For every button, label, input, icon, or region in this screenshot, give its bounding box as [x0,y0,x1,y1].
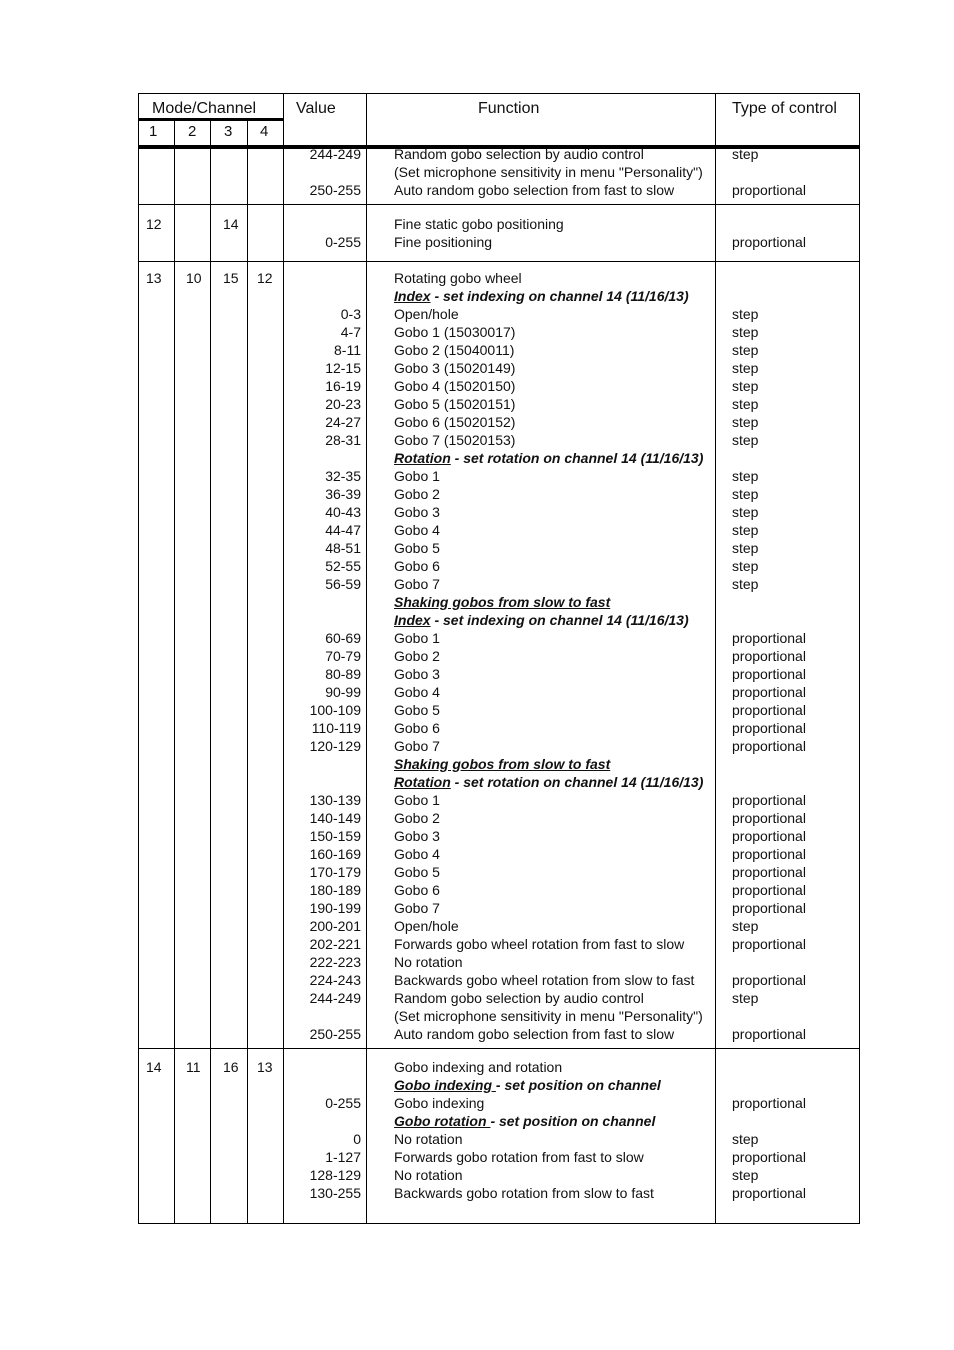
function-cell: Gobo 7 [394,900,440,916]
function-subheading [394,773,703,791]
type-cell: proportional [732,720,806,736]
type-cell: proportional [732,630,806,646]
value-cell: 250-255 [309,182,361,198]
value-cell: 130-139 [309,792,361,808]
value-cell: 110-119 [311,720,361,736]
value-cell: 128-129 [309,1167,361,1183]
value-cell: 170-179 [309,864,361,880]
function-cell: Gobo 2 (15040011) [394,342,515,358]
function-cell: Gobo 1 [394,792,440,808]
function-cell: Auto random gobo selection from fast to slow [394,1026,675,1042]
value-cell: 80-89 [325,666,361,682]
channel-cell: 13 [257,1059,273,1075]
type-cell: step [732,1131,759,1147]
value-cell: 48-51 [325,540,361,556]
row-divider [138,204,860,205]
function-cell: Gobo 5 [394,864,440,880]
type-cell: proportional [732,738,806,754]
function-cell: Gobo 5 (15020151) [394,396,516,412]
function-cell: Gobo 1 (15030017) [394,324,516,340]
function-cell: Gobo 4 [394,684,440,700]
function-cell: Forwards gobo rotation from fast to slow [394,1149,644,1165]
value-cell: 0 [353,1131,361,1147]
value-cell: 56-59 [325,576,361,592]
row-divider [138,1048,860,1049]
value-cell: 44-47 [325,522,361,538]
type-cell: step [732,378,759,394]
type-cell: proportional [732,234,806,250]
subheading-label: Gobo rotation [394,1113,491,1129]
function-cell: Gobo 3 (15020149) [394,360,516,376]
function-cell: Gobo 1 [394,630,440,646]
value-cell: 32-35 [325,468,361,484]
subheading-label: Shaking gobos from slow to fast [394,756,611,772]
type-cell: proportional [732,792,806,808]
type-cell: step [732,558,759,574]
value-cell: 0-255 [325,1095,361,1111]
function-subheading [394,1112,655,1130]
value-cell: 130-255 [309,1185,361,1201]
channel-cell: 14 [223,216,239,232]
function-cell: No rotation [394,1167,463,1183]
function-cell: Gobo 7 [394,738,440,754]
type-cell: step [732,360,759,376]
type-cell: proportional [732,666,806,682]
table-border-right [859,93,860,1224]
type-cell: proportional [732,1185,806,1201]
channel-cell: 16 [223,1059,239,1075]
col-divider [247,121,248,1224]
channel-cell: 13 [146,270,162,286]
value-cell: 224-243 [309,972,361,988]
type-cell: proportional [732,684,806,700]
type-cell: step [732,306,759,322]
subheading-label: Shaking gobos from slow to fast [394,594,611,610]
type-cell: proportional [732,648,806,664]
type-cell: step [732,324,759,340]
function-cell: Gobo 2 [394,486,440,502]
type-cell: step [732,1167,759,1183]
function-subheading [394,593,610,611]
type-cell: proportional [732,1026,806,1042]
function-cell: Open/hole [394,306,459,322]
type-cell: step [732,468,759,484]
col-divider [366,93,367,1224]
function-cell: Gobo 4 [394,846,440,862]
function-cell: Open/hole [394,918,459,934]
function-cell: No rotation [394,1131,463,1147]
function-cell: Gobo 6 (15020152) [394,414,516,430]
type-cell: step [732,576,759,592]
type-cell: step [732,990,759,1006]
function-cell: Fine positioning [394,234,493,250]
function-cell: Random gobo selection by audio control [394,990,644,1006]
type-cell: proportional [732,810,806,826]
function-cell: No rotation [394,954,463,970]
channel-cell: 12 [257,270,273,286]
value-cell: 120-129 [309,738,361,754]
header-mode-2: 2 [188,123,197,140]
value-cell: 180-189 [309,882,361,898]
header-mode-4: 4 [260,123,269,140]
channel-cell: 14 [146,1059,162,1075]
function-cell: Auto random gobo selection from fast to slow [394,182,675,198]
value-cell: 150-159 [309,828,361,844]
value-cell: 0-255 [325,234,361,250]
function-subheading [394,755,610,773]
header-type-of-control: Type of control [732,100,837,117]
col-divider [210,121,211,1224]
subheading-text: - set indexing on channel 14 (11/16/13) [430,288,689,304]
function-cell: Gobo 7 (15020153) [394,432,516,448]
table-border-bottom [138,1223,860,1224]
header-value: Value [296,100,336,117]
value-cell: 4-7 [340,324,361,340]
function-title: Fine static gobo positioning [394,216,564,232]
subheading-label: Rotation [394,450,451,466]
function-cell: Random gobo selection by audio control [394,146,644,162]
value-cell: 40-43 [325,504,361,520]
function-subheading [394,611,689,629]
value-cell: 90-99 [325,684,361,700]
type-cell: step [732,504,759,520]
subheading-label: Index [394,612,431,628]
function-cell: (Set microphone sensitivity in menu "Personality") [394,164,703,180]
function-cell: Gobo 7 [394,576,440,592]
type-cell: proportional [732,846,806,862]
function-cell: Gobo 5 [394,702,440,718]
function-subheading [394,287,689,305]
value-cell: 12-15 [325,360,361,376]
col-divider [174,121,175,1224]
subheading-text: - set position on channel [495,1077,661,1093]
function-subheading [394,449,703,467]
function-cell: Gobo 3 [394,504,440,520]
type-cell: proportional [732,900,806,916]
value-cell: 202-221 [309,936,361,952]
value-cell: 140-149 [309,810,361,826]
type-cell: proportional [732,936,806,952]
header-mode-channel: Mode/Channel [152,100,257,117]
function-cell: Backwards gobo wheel rotation from slow to fast [394,972,695,988]
value-cell: 250-255 [309,1026,361,1042]
function-subheading [394,1076,661,1094]
function-cell: Gobo 6 [394,882,440,898]
value-cell: 60-69 [325,630,361,646]
value-cell: 0-3 [340,306,361,322]
channel-cell: 11 [186,1059,201,1075]
function-cell: Gobo 6 [394,720,440,736]
type-cell: proportional [732,864,806,880]
value-cell: 244-249 [309,990,361,1006]
type-cell: step [732,396,759,412]
table-border-top [138,93,860,94]
type-cell: step [732,342,759,358]
value-cell: 100-109 [309,702,361,718]
col-divider [715,93,716,1224]
value-cell: 1-127 [325,1149,361,1165]
function-cell: Gobo 4 (15020150) [394,378,516,394]
row-divider [138,261,860,262]
function-cell: Gobo 1 [394,468,440,484]
col-divider [283,93,284,1224]
value-cell: 244-249 [309,146,361,162]
function-cell: Forwards gobo wheel rotation from fast to slow [394,936,685,952]
function-cell: Gobo 2 [394,648,440,664]
channel-cell: 10 [186,270,202,286]
value-cell: 70-79 [325,648,361,664]
type-cell: step [732,486,759,502]
header-function: Function [478,100,540,117]
table-border-left [138,93,139,1224]
type-cell: proportional [732,882,806,898]
function-cell: Gobo indexing [394,1095,485,1111]
type-cell: proportional [732,1095,806,1111]
value-cell: 16-19 [325,378,361,394]
type-cell: step [732,432,759,448]
subheading-text: - set rotation on channel 14 (11/16/13) [450,450,704,466]
value-cell: 200-201 [309,918,361,934]
function-cell: Gobo 6 [394,558,440,574]
value-cell: 36-39 [325,486,361,502]
type-cell: proportional [732,182,806,198]
function-title: Gobo indexing and rotation [394,1059,563,1075]
value-cell: 52-55 [325,558,361,574]
header-mode-3: 3 [224,123,233,140]
function-cell: Gobo 4 [394,522,440,538]
function-cell: (Set microphone sensitivity in menu "Personality") [394,1008,703,1024]
header-mode-1: 1 [149,123,158,140]
value-cell: 222-223 [309,954,361,970]
type-cell: proportional [732,1149,806,1165]
type-cell: step [732,414,759,430]
type-cell: step [732,540,759,556]
function-cell: Gobo 5 [394,540,440,556]
subheading-label: Rotation [394,774,451,790]
subheading-text: - set rotation on channel 14 (11/16/13) [450,774,704,790]
value-cell: 160-169 [309,846,361,862]
type-cell: proportional [732,702,806,718]
value-cell: 190-199 [309,900,361,916]
function-cell: Backwards gobo rotation from slow to fast [394,1185,654,1201]
function-cell: Gobo 3 [394,828,440,844]
value-cell: 28-31 [325,432,361,448]
channel-cell: 15 [223,270,239,286]
function-cell: Gobo 2 [394,810,440,826]
function-cell: Gobo 3 [394,666,440,682]
subheading-label: Gobo indexing [394,1077,496,1093]
value-cell: 20-23 [325,396,361,412]
type-cell: proportional [732,972,806,988]
type-cell: step [732,146,759,162]
dmx-channel-table [138,93,860,1224]
subheading-label: Index [394,288,431,304]
value-cell: 8-11 [334,342,361,358]
function-title: Rotating gobo wheel [394,270,522,286]
type-cell: step [732,918,759,934]
subheading-text: - set indexing on channel 14 (11/16/13) [430,612,689,628]
subheading-text: - set position on channel [490,1113,656,1129]
value-cell: 24-27 [325,414,361,430]
type-cell: step [732,522,759,538]
channel-cell: 12 [146,216,162,232]
type-cell: proportional [732,828,806,844]
